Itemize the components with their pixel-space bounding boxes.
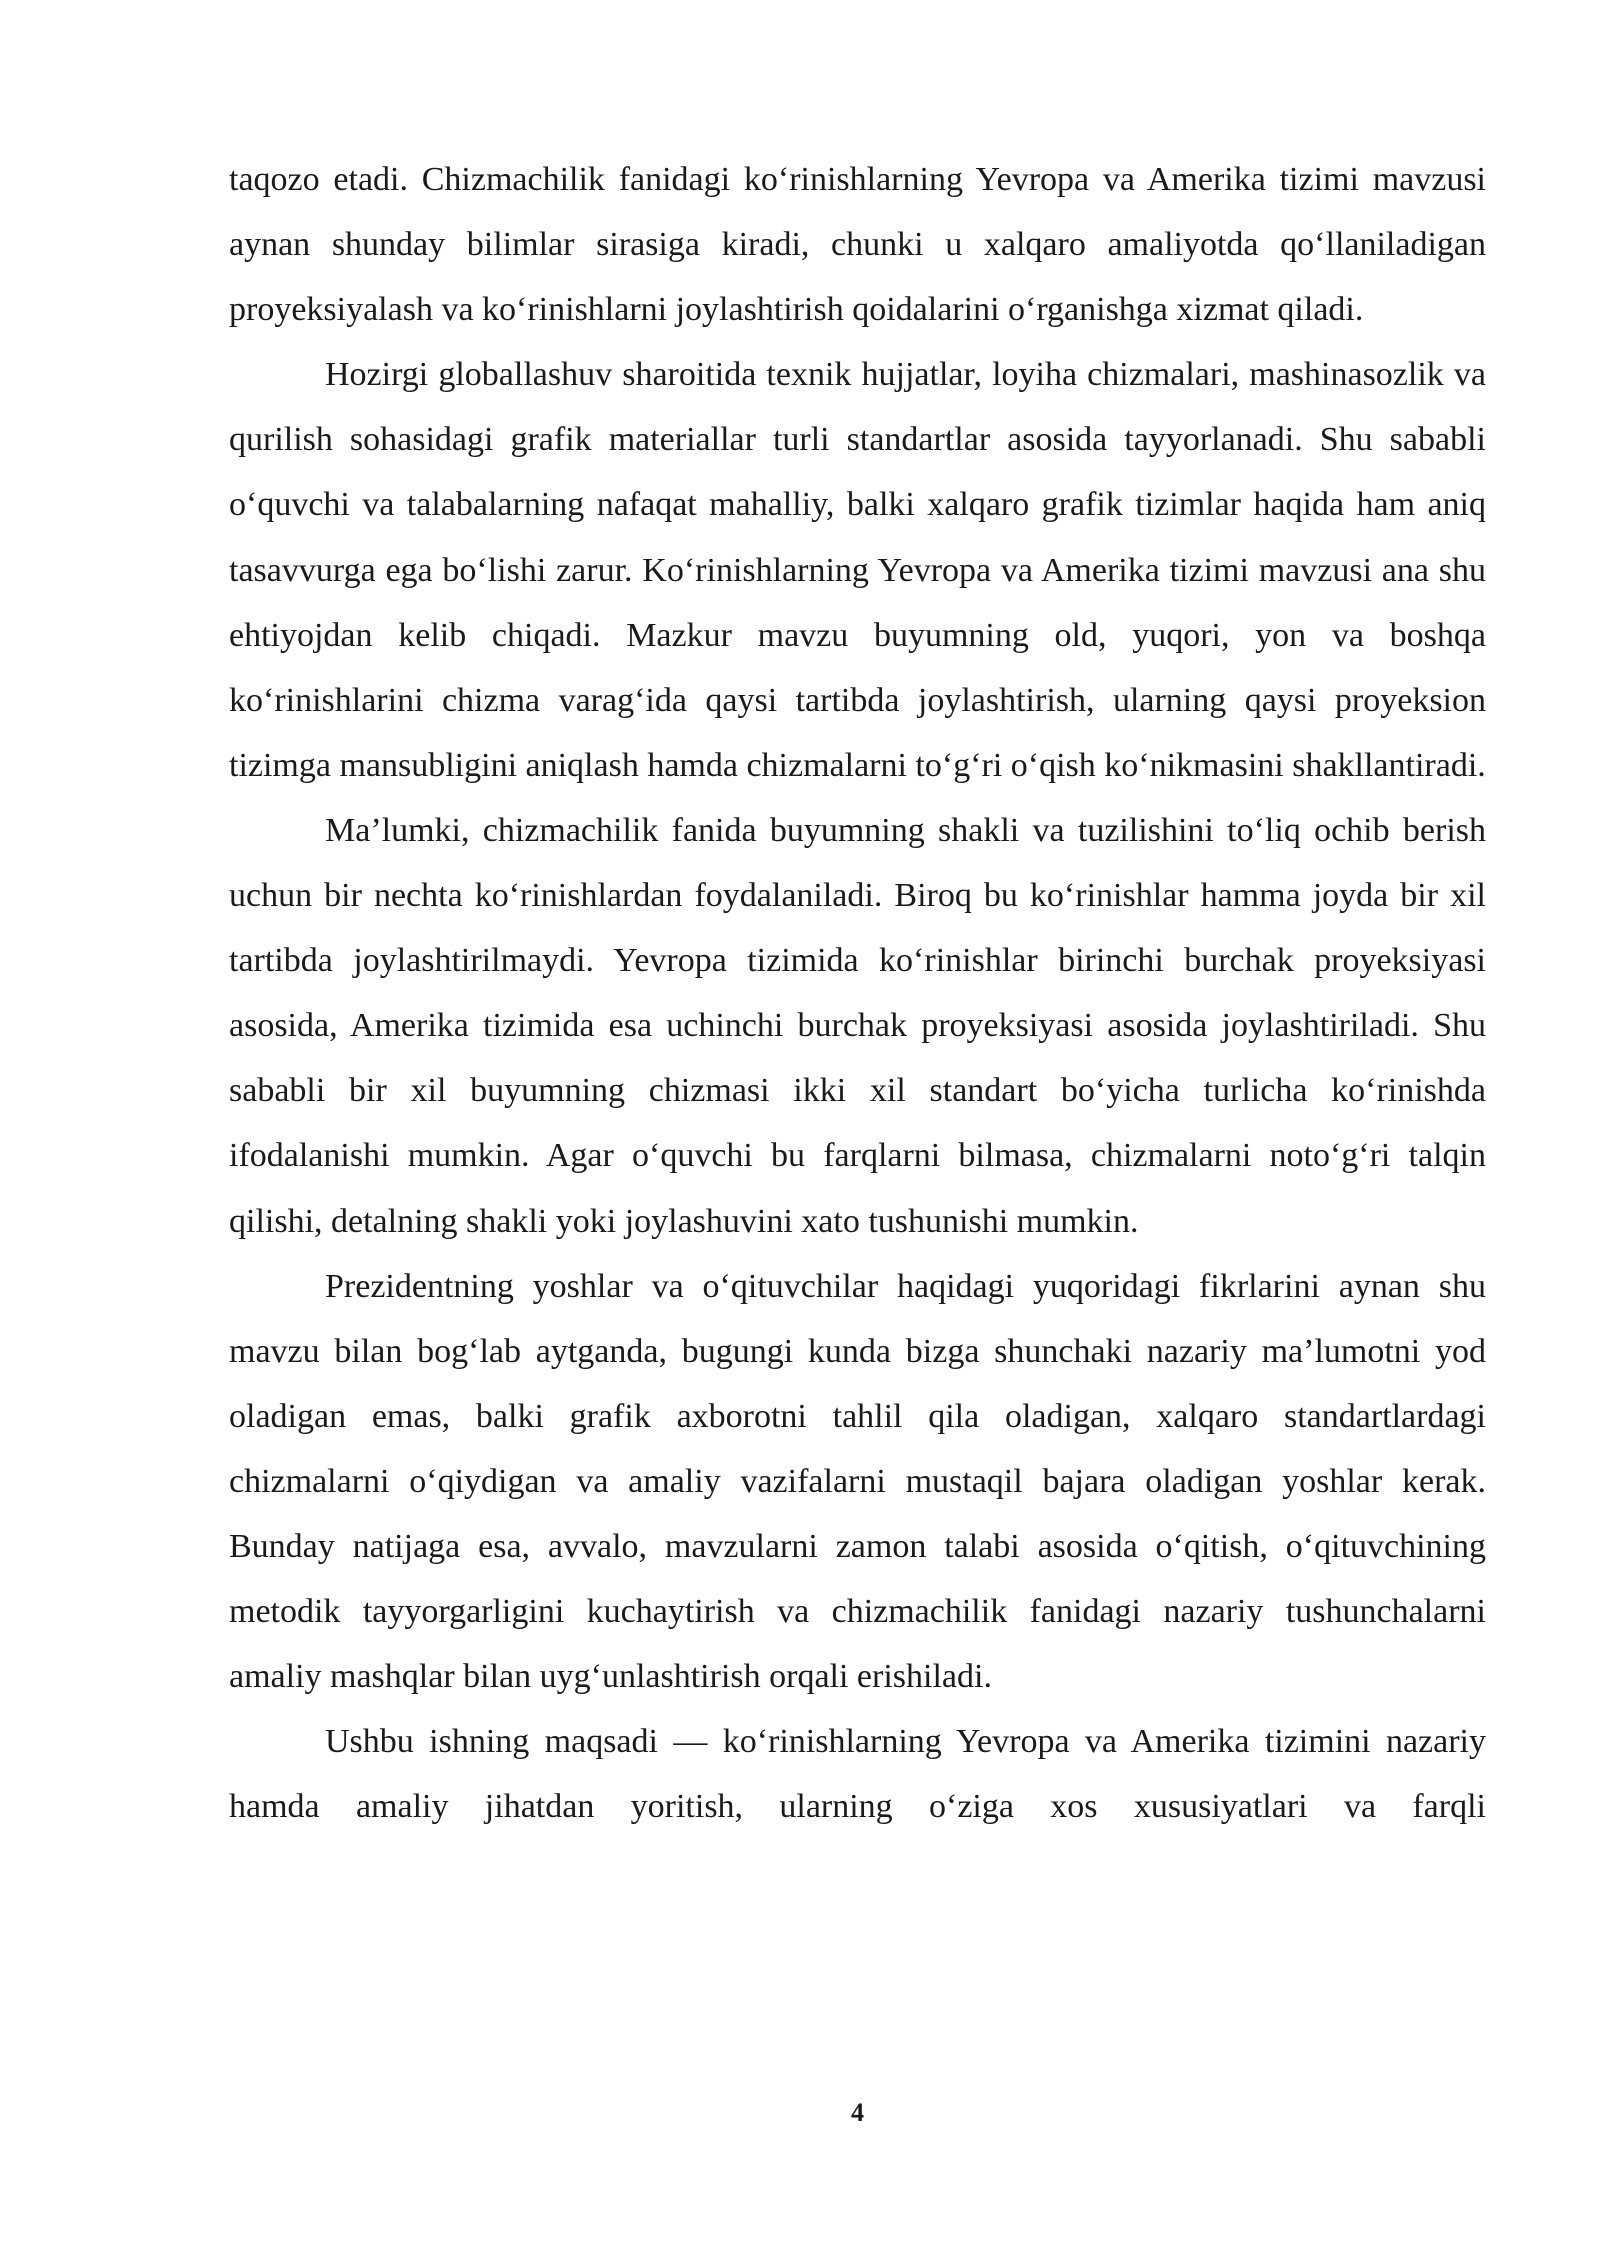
paragraph-3: Ma’lumki, chizmachilik fanida buyumning shakli va tuzilishini to‘liq ochib berish uchun bir nechta ko‘rinishlardan foydalaniladi. Biroq bu ko‘rinishlar hamma joyda bir xil tartibda joylashtirilmaydi. Yevropa tizimida ko‘rinishlar birinchi burchak proyeksiyasi asosida, Amerika tizimida esa uchinchi burchak proyeksiyasi asosida joylashtiriladi. Shu sababli bir xil buyumning chizmasi ikki xil standart bo‘yicha turlicha ko‘rinishda ifodalanishi mumkin. Agar o‘quvchi bu farqlarni bilmasa, chizmalarni noto‘g‘ri talqin qilishi, detalning shakli yoki joylashuvini xato tushunishi mumkin. — [229, 811, 1486, 1240]
body-text — [229, 147, 1486, 1839]
paragraph-5: Ushbu ishning maqsadi — ko‘rinishlarning Yevropa va Amerika tizimini nazariy hamda amaliy jihatdan yoritish, ularning o‘ziga xos xususiyatlari va farqli — [229, 1723, 1486, 1826]
paragraph-4: Prezidentning yoshlar va o‘qituvchilar haqidagi yuqoridagi fikrlarini aynan shu mavzu bilan bog‘lab aytganda, bugungi kunda bizga shunchaki nazariy ma’lumotni yod oladigan emas, balki grafik axborotni tahlil qila oladigan, xalqaro standartlardagi chizmalarni o‘qiydigan va amaliy vazifalarni mustaqil bajara oladigan yoshlar kerak. Bunday natijaga esa, avvalo, mavzularni zamon talabi asosida o‘qitish, o‘qituvchining metodik tayyorgarligini kuchaytirish va chizmachilik fanidagi nazariy tushunchalarni amaliy mashqlar bilan uyg‘unlashtirish orqali erishiladi. — [229, 1267, 1486, 1696]
paragraph-2: Hozirgi globallashuv sharoitida texnik hujjatlar, loyiha chizmalari, mashinasozlik va qurilish sohasidagi grafik materiallar turli standartlar asosida tayyorlanadi. Shu sababli o‘quvchi va talabalarning nafaqat mahalliy, balki xalqaro grafik tizimlar haqida ham aniq tasavvurga ega bo‘lishi zarur. Ko‘rinishlarning Yevropa va Amerika tizimi mavzusi ana shu ehtiyojdan kelib chiqadi. Mazkur mavzu buyumning old, yuqori, yon va boshqa ko‘rinishlarini chizma varag‘ida qaysi tartibda joylashtirish, ularning qaysi proyeksion tizimga mansubligini aniqlash hamda chizmalarni to‘g‘ri o‘qish ko‘nikmasini shakllantiradi. — [229, 356, 1486, 784]
page-number: 4 — [851, 2098, 864, 2127]
paragraph-1: taqozo etadi. Chizmachilik fanidagi ko‘rinishlarning Yevropa va Amerika tizimi mavzusi aynan shunday bilimlar sirasiga kiradi, chunki u xalqaro amaliyotda qo‘llaniladigan proyeksiyalash va ko‘rinishlarni joylashtirish qoidalarini o‘rganishga xizmat qiladi. — [229, 161, 1486, 329]
